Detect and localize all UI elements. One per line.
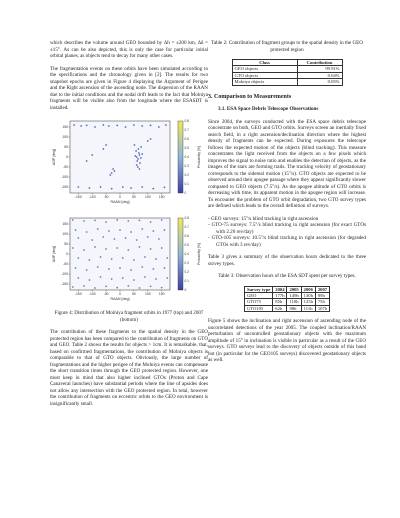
data-point [136, 239, 138, 241]
right-column [208, 40, 366, 370]
data-point [119, 267, 121, 269]
data-point [89, 279, 91, 281]
colorbar-tick-label: 0.7 [184, 128, 189, 133]
data-point [108, 268, 110, 270]
data-point [158, 238, 160, 240]
data-point [141, 125, 143, 127]
data-point [112, 168, 114, 170]
colorbar-tick-label: 0.7 [184, 224, 189, 229]
colorbar-tick-label: 0.6 [184, 233, 189, 238]
data-point [83, 285, 85, 287]
colorbar-tick-label: 0.4 [184, 155, 189, 160]
colorbar-tick-label: 0.5 [184, 242, 189, 247]
colorbar-tick-label: 0.8 [184, 119, 189, 124]
figure-4-caption: Figure 4: Distribution of Molniya fragment orbits in 1977 (top) and 2007 (bottom) [54, 310, 204, 323]
data-point [150, 138, 152, 140]
table-cell: 98h [287, 305, 301, 311]
data-point [86, 125, 88, 127]
colorbar-tick-label: 0.2 [184, 269, 189, 274]
y-tick-label: 0 [66, 251, 68, 256]
y-tick-label: 100 [62, 231, 68, 236]
data-point [116, 286, 118, 288]
table-2 [232, 59, 343, 86]
table-cell: 75h [315, 299, 329, 305]
table-3-header: 2007 [315, 286, 329, 292]
figure-4-bottom-plot [50, 214, 208, 309]
colorbar-tick-label: 0.1 [184, 182, 189, 187]
x-tick-label: -50 [103, 195, 109, 199]
data-point [83, 220, 85, 222]
x-tick-label: -50 [103, 291, 109, 296]
data-point [116, 125, 118, 127]
data-point [150, 285, 152, 287]
y-tick-label: 150 [62, 221, 68, 226]
x-tick-label: 150 [158, 291, 165, 296]
data-point [141, 153, 143, 155]
table-cell: 99.91% [297, 66, 342, 72]
right-paragraph-2: Table 3 gives a summary of the observation hours dedicated to the three survey types. [208, 254, 366, 267]
data-point [141, 228, 143, 230]
data-point [122, 257, 124, 259]
table-2-caption: Table 2: Contribution of fragment groups to the spatial density in the GEO protected region [211, 40, 363, 53]
data-point [150, 221, 152, 223]
y-tick-label: 0 [66, 155, 68, 160]
table-3-header: 2005 [287, 286, 301, 292]
y-tick-label: 50 [64, 241, 68, 246]
data-point [130, 269, 132, 271]
data-point [147, 140, 149, 142]
data-point [139, 219, 141, 221]
data-point [133, 279, 135, 281]
data-point [108, 125, 110, 127]
y-tick-label: 150 [62, 125, 68, 130]
colorbar-tick-label: 0 [184, 191, 187, 196]
data-point [100, 256, 102, 258]
data-point [133, 124, 135, 126]
colorbar-tick-label: 0.1 [184, 278, 189, 283]
table-cell: GTO75 [244, 299, 272, 305]
table-cell: 0.05% [297, 79, 342, 85]
colorbar-tick-label: 0.6 [184, 137, 189, 142]
table-3-header: Survey type [244, 286, 272, 292]
list-item: - GTO-75 surveys: 7.5''/s blind tracking in right ascension (for exact GTOs with 2.26 rev/day) [208, 222, 366, 235]
data-point [134, 155, 136, 157]
data-point [111, 258, 113, 260]
data-point [105, 221, 107, 223]
data-point [108, 230, 110, 232]
table-row [232, 79, 342, 85]
data-point [152, 268, 154, 270]
y-tick-label: 100 [62, 135, 68, 140]
colorbar [178, 218, 183, 290]
left-column [50, 40, 208, 413]
data-point [94, 246, 96, 248]
data-point [77, 257, 79, 259]
data-point [166, 277, 168, 279]
data-point [155, 258, 157, 260]
data-point [100, 186, 102, 188]
table-cell: 149h [287, 293, 301, 299]
data-point [134, 144, 136, 146]
table-cell: 177h [273, 293, 287, 299]
colorbar-tick-label: 0 [184, 287, 187, 292]
data-point [133, 259, 135, 261]
left-paragraph-2: The fragmentation events on these orbits have been simulated according to the specifications and the chronology given in [2]. The results for two snapshot epochs are given in Figure 4 displaying the Argument of Perigee and the Right ascension of the ascending node. The dispersion of the RAAN due to the initial conditions and the nodal drift leads to the fact that Molniya fragments will be visible also from the longitude where the ESASDT is installed. [50, 65, 208, 111]
data-point [137, 166, 139, 168]
data-point [164, 267, 166, 269]
data-point [161, 247, 163, 249]
data-point [83, 249, 85, 251]
x-axis-label: RAAN [deg] [110, 296, 130, 301]
data-point [91, 239, 93, 241]
data-point [127, 249, 129, 251]
data-point [137, 148, 139, 150]
data-point [100, 276, 102, 278]
data-point [119, 229, 121, 231]
table-cell: 0.04% [297, 72, 342, 78]
table-cell: 62h [273, 305, 287, 311]
data-point [72, 286, 74, 288]
molniya-1977-scatter-plot [50, 117, 208, 209]
colorbar-label: Probability [%] [197, 242, 201, 265]
data-point [140, 157, 142, 159]
data-point [116, 247, 118, 249]
y-tick-label: 50 [64, 145, 68, 150]
data-point [86, 231, 88, 233]
data-point [122, 277, 124, 279]
data-point [72, 219, 74, 221]
x-tick-label: 50 [131, 195, 136, 199]
table-cell: 111h [301, 305, 315, 311]
molniya-2007-scatter-plot [50, 214, 208, 306]
table-3-header: 2004 [273, 286, 287, 292]
y-axis-label: AOP [deg] [52, 148, 56, 166]
colorbar [178, 121, 183, 193]
list-item: - GTO-105 surveys: 10.5''/s blind tracking in right ascension (for degraded GTOs with 3 rev/day) [208, 235, 366, 248]
data-point [144, 256, 146, 258]
x-tick-label: 100 [144, 291, 151, 296]
x-tick-label: 150 [158, 195, 165, 199]
colorbar-tick-label: 0.3 [184, 164, 189, 169]
table-cell: 110h [287, 299, 301, 305]
table-3-caption: Table 3: Observation hours of the ESA SDT spent per survey types. [218, 273, 356, 280]
survey-type-list [208, 216, 366, 249]
data-point [158, 126, 160, 128]
data-point [94, 126, 96, 128]
data-point [89, 187, 91, 189]
data-point [91, 154, 93, 156]
data-point [164, 229, 166, 231]
table-3-header: 2006 [301, 286, 315, 292]
data-point [86, 269, 88, 271]
colorbar-tick-label: 0.8 [184, 215, 189, 220]
data-point [75, 267, 77, 269]
table-3 [244, 286, 330, 313]
data-point [127, 285, 129, 287]
data-point [141, 186, 143, 188]
y-tick-label: -150 [61, 185, 68, 190]
y-axis-label: AOP [deg] [52, 245, 56, 262]
table-2-header: Contribution [297, 60, 342, 66]
y-tick-label: -100 [61, 271, 68, 276]
data-point [105, 248, 107, 250]
x-tick-label: -100 [88, 291, 96, 296]
table-cell: GTO objects [232, 72, 297, 78]
x-tick-label: 0 [119, 195, 121, 199]
section-heading: 3. Comparison to Measurements [208, 93, 292, 100]
data-point [102, 124, 104, 126]
x-axis-label: RAAN [deg] [110, 200, 130, 204]
x-tick-label: -150 [74, 291, 82, 296]
data-point [161, 286, 163, 288]
list-item: - GEO surveys: 15''/s blind tracking in right ascension [208, 215, 319, 222]
data-point [105, 285, 107, 287]
data-point [73, 124, 75, 126]
data-point [111, 188, 113, 190]
data-point [86, 160, 88, 162]
x-tick-label: 50 [131, 291, 136, 296]
y-tick-label: -50 [63, 261, 68, 266]
data-point [116, 219, 118, 221]
data-point [139, 287, 141, 289]
table-row [244, 305, 329, 311]
data-point [80, 125, 82, 127]
data-point [102, 148, 104, 150]
data-point [130, 231, 132, 233]
data-point [165, 124, 167, 126]
y-tick-label: -150 [61, 281, 68, 286]
data-point [94, 219, 96, 221]
data-point [139, 168, 141, 170]
plot-area [70, 121, 170, 193]
list-item-text: GTO-75 surveys: 7.5''/s blind tracking in right ascension (for exact GTOs with 2.26 rev/day) [211, 222, 366, 235]
data-point [135, 150, 137, 152]
data-point [77, 237, 79, 239]
table-cell: 130h [301, 293, 315, 299]
table-cell: 85h [273, 299, 287, 305]
data-point [114, 238, 116, 240]
data-point [72, 247, 74, 249]
table-cell: 89h [315, 293, 329, 299]
data-point [152, 188, 154, 190]
y-tick-label: -100 [61, 175, 68, 180]
data-point [102, 236, 104, 238]
data-point [152, 230, 154, 232]
subsection-heading: 3.1. ESA Space Debris Telescope Observations [218, 106, 319, 113]
x-tick-label: -100 [88, 195, 96, 199]
list-item-text: GTO-105 surveys: 10.5''/s blind tracking in right ascension (for degraded GTOs with 3 rev/day) [211, 235, 366, 248]
data-point [105, 144, 107, 146]
data-point [161, 219, 163, 221]
x-tick-label: -150 [74, 195, 82, 199]
data-point [94, 287, 96, 289]
data-point [75, 229, 77, 231]
colorbar-label: Probability [%] [197, 146, 201, 168]
y-tick-label: -50 [63, 165, 68, 170]
right-paragraph-3: Figure 5 shows the inclination and right ascension of ascending node of the uncorrelated detections of the year 2005. The coupled inclination/RAAN perturbation of uncontrolled geostationary objects with the maximum amplitude of 15° in inclination is visible in particular as a result of the GEO surveys. GTO surveys lead to the discovery of objects outside of this band but (in particular for the GEO105 surveys) discovered geostationary objects as well. [208, 318, 366, 364]
data-point [136, 164, 138, 166]
data-point [139, 154, 141, 156]
data-point [114, 170, 116, 172]
data-point [77, 186, 79, 188]
data-point [111, 278, 113, 280]
data-point [139, 162, 141, 164]
right-paragraph-1: Since 2004, the surveys conducted with the ESA space debris telescope concentrate on both, GEO and GTO orbits. Surveys screen an inertially fixed search field, in a right ascension/declination direction where the highest density of fragments can be expected. During exposures the telescope follows the expected motion of the objects (blind tracking). This measure concentrates the light received from the objects on a few pixels which improves the signal to noise ratio and enables the detection of objects, as the images of the stars are forming trails. The tracking velocity of geostationary corresponds to the sidereal motion (15''/s). GTO objects are expected to be observed around their apogee passage where they appear significantly slower compared to GEO objects (7.5''/s). As the apogee altitude of GTO orbits is decreasing with time, its apparent motion in the apogee region will increase. To encounter the problem of GTO orbit degradation, two GTO survey types are defined which leads to the overall definition of surveys. [208, 118, 366, 210]
data-point [164, 187, 166, 189]
data-point [77, 277, 79, 279]
figure-4-top-plot [50, 117, 208, 212]
data-point [150, 125, 152, 127]
data-point [125, 126, 127, 128]
table-cell: 107h [315, 305, 329, 311]
data-point [137, 158, 139, 160]
data-point [127, 220, 129, 222]
colorbar-tick-label: 0.4 [184, 251, 189, 256]
data-point [155, 278, 157, 280]
data-point [150, 248, 152, 250]
data-point [109, 174, 111, 176]
data-point [125, 237, 127, 239]
data-point [144, 276, 146, 278]
data-point [138, 152, 140, 154]
plot-area [70, 218, 170, 290]
table-cell: Molniya objects [232, 79, 297, 85]
colorbar-tick-label: 0.5 [184, 146, 189, 151]
data-point [97, 266, 99, 268]
data-point [139, 246, 141, 248]
data-point [166, 257, 168, 259]
table-cell: 125h [301, 299, 315, 305]
list-item-text: GEO surveys: 15''/s blind tracking in right ascension [210, 215, 319, 222]
table-cell: GTO105 [244, 305, 272, 311]
colorbar-tick-label: 0.2 [184, 173, 189, 178]
data-point [130, 187, 132, 189]
table-cell: GEO objects [232, 66, 297, 72]
data-point [111, 172, 113, 174]
data-point [141, 266, 143, 268]
x-tick-label: 100 [144, 195, 151, 199]
left-paragraph-1: which describes the volume around GEO bounded by Δh = ±200 km, Δδ = ±15°. As can be also depicted, this is only the case for particular initial orbital planes, as objects tend to decay for many other cases. [50, 40, 208, 59]
data-point [140, 146, 142, 148]
data-point [147, 236, 149, 238]
x-tick-label: 0 [119, 291, 121, 296]
data-point [89, 259, 91, 261]
colorbar-tick-label: 0.3 [184, 260, 189, 265]
data-point [136, 160, 138, 162]
table-2-header: Class [232, 60, 297, 66]
left-paragraph-3: The contribution of these fragments to the spatial density in the GEO protected region has been compared to the contribution of fragments on GTO and GEO. Table 2 shows the results for objects > 1cm. It is remarkable, that, based on confirmed fragmentations, the contribution of Molniya objects is comparable to that of GTO objects. Obviously, the large number of fragmentations and the higher perigee of the Molniya events can compensate the short transition times through the GEO protected region. However, one must keep in mind that also higher inclined GTOs (Proton and Cape Canaveral launches) have substantial periods where the line of apsides does not allow any intersection with the GEO protected region. In total, however the contribution of fragments on eccentric orbits to the GEO environment is insignificantly small. [50, 329, 208, 407]
data-point [122, 186, 124, 188]
table-cell: GEO [244, 293, 272, 299]
data-point [97, 228, 99, 230]
